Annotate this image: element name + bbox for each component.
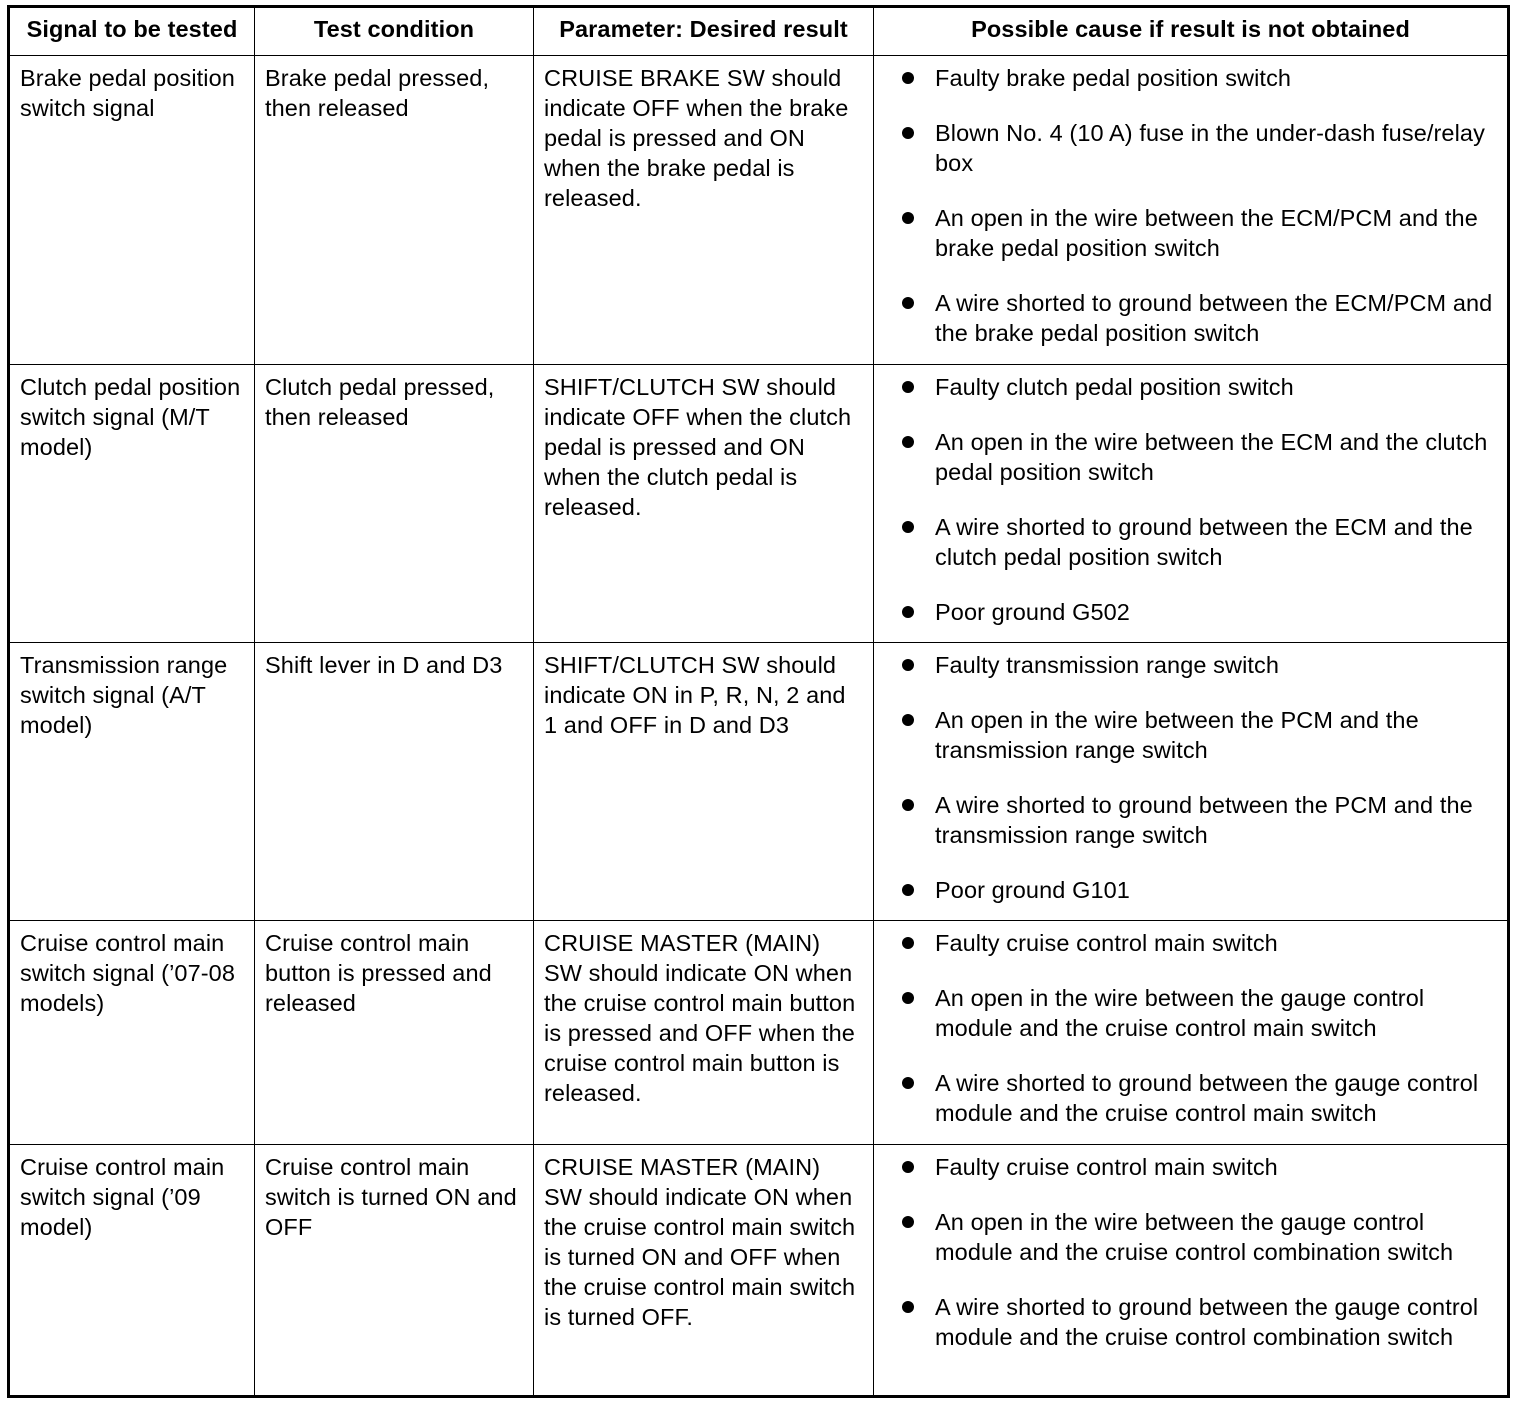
result-text: CRUISE MASTER (MAIN) SW should indicate ON when the cruise control main switch is turned ON and OFF when the cruise control main switch is turned OFF.: [544, 1154, 856, 1330]
cause-item: [884, 875, 1497, 905]
result-cell: [534, 56, 874, 365]
cause-item: [884, 1068, 1497, 1128]
table-row: [9, 921, 1509, 1145]
cause-text: Poor ground G502: [935, 599, 1130, 625]
bullet-icon: [902, 212, 914, 224]
cause-item: [884, 1152, 1497, 1182]
cause-text: A wire shorted to ground between the ECM and the clutch pedal position switch: [935, 514, 1473, 570]
cause-text: An open in the wire between the ECM/PCM and the brake pedal position switch: [935, 205, 1478, 261]
cause-item: [884, 1207, 1497, 1267]
signal-cell: [9, 365, 255, 643]
cause-list: [884, 650, 1497, 905]
bullet-icon: [902, 714, 914, 726]
bullet-icon: [902, 1077, 914, 1089]
cause-text: A wire shorted to ground between the gauge control module and the cruise control combination switch: [935, 1294, 1479, 1350]
cause-text: Faulty cruise control main switch: [935, 1154, 1278, 1180]
bullet-icon: [902, 1301, 914, 1313]
cause-text: Poor ground G101: [935, 877, 1130, 903]
signal-text: Transmission range switch signal (A/T model): [20, 652, 228, 738]
bullet-icon: [902, 884, 914, 896]
result-text: CRUISE BRAKE SW should indicate OFF when the brake pedal is pressed and ON when the brake pedal is released.: [544, 65, 849, 211]
cause-list: [884, 63, 1497, 348]
cause-text: An open in the wire between the gauge control module and the cruise control main switch: [935, 985, 1425, 1041]
bullet-icon: [902, 297, 914, 309]
header-possible-cause: Possible cause if result is not obtained: [874, 7, 1509, 56]
causes-cell: [874, 921, 1509, 1145]
bullet-icon: [902, 659, 914, 671]
bullet-icon: [902, 799, 914, 811]
cause-item: [884, 983, 1497, 1043]
cause-text: Faulty transmission range switch: [935, 652, 1280, 678]
cause-item: [884, 790, 1497, 850]
bullet-icon: [902, 1161, 914, 1173]
signal-cell: [9, 921, 255, 1145]
cause-item: [884, 928, 1497, 958]
bullet-icon: [902, 436, 914, 448]
condition-text: Cruise control main switch is turned ON and OFF: [265, 1154, 517, 1240]
cause-text: An open in the wire between the ECM and the clutch pedal position switch: [935, 429, 1488, 485]
causes-cell: [874, 643, 1509, 921]
table-row: [9, 56, 1509, 365]
cause-text: Blown No. 4 (10 A) fuse in the under-dash fuse/relay box: [935, 120, 1485, 176]
cause-text: Faulty clutch pedal position switch: [935, 374, 1294, 400]
table-row: [9, 365, 1509, 643]
cause-list: [884, 372, 1497, 627]
cause-text: Faulty cruise control main switch: [935, 930, 1278, 956]
cause-item: [884, 427, 1497, 487]
troubleshooting-table: [7, 5, 1510, 1398]
bullet-icon: [902, 127, 914, 139]
causes-cell: [874, 365, 1509, 643]
bullet-icon: [902, 1216, 914, 1228]
cause-list: [884, 1152, 1497, 1352]
bullet-icon: [902, 381, 914, 393]
header-test-condition: Test condition: [255, 7, 534, 56]
cause-item: [884, 63, 1497, 93]
header-row: [9, 7, 1509, 56]
bullet-icon: [902, 937, 914, 949]
troubleshooting-table-container: [7, 5, 1507, 1398]
condition-cell: [255, 1145, 534, 1397]
result-cell: [534, 643, 874, 921]
cause-item: [884, 650, 1497, 680]
cause-text: A wire shorted to ground between the ECM/PCM and the brake pedal position switch: [935, 290, 1493, 346]
cause-item: [884, 203, 1497, 263]
signal-text: Cruise control main switch signal (’07-08 models): [20, 930, 235, 1016]
cause-text: An open in the wire between the gauge control module and the cruise control combination switch: [935, 1209, 1454, 1265]
table-row: [9, 1145, 1509, 1397]
signal-cell: [9, 56, 255, 365]
signal-text: Brake pedal position switch signal: [20, 65, 235, 121]
header-signal: Signal to be tested: [9, 7, 255, 56]
cause-item: [884, 288, 1497, 348]
cause-item: [884, 705, 1497, 765]
condition-cell: [255, 56, 534, 365]
bullet-icon: [902, 606, 914, 618]
cause-text: An open in the wire between the PCM and the transmission range switch: [935, 707, 1419, 763]
result-text: SHIFT/CLUTCH SW should indicate OFF when the clutch pedal is pressed and ON when the clutch pedal is released.: [544, 374, 852, 520]
signal-cell: [9, 1145, 255, 1397]
condition-text: Shift lever in D and D3: [265, 652, 503, 678]
cause-item: [884, 118, 1497, 178]
result-text: SHIFT/CLUTCH SW should indicate ON in P, R, N, 2 and 1 and OFF in D and D3: [544, 652, 846, 738]
causes-cell: [874, 56, 1509, 365]
table-row: [9, 643, 1509, 921]
bullet-icon: [902, 992, 914, 1004]
cause-item: [884, 372, 1497, 402]
result-cell: [534, 1145, 874, 1397]
condition-text: Brake pedal pressed, then released: [265, 65, 490, 121]
header-desired-result: Parameter: Desired result: [534, 7, 874, 56]
signal-text: Cruise control main switch signal (’09 model): [20, 1154, 225, 1240]
cause-text: A wire shorted to ground between the gauge control module and the cruise control main switch: [935, 1070, 1479, 1126]
condition-cell: [255, 643, 534, 921]
signal-cell: [9, 643, 255, 921]
bullet-icon: [902, 521, 914, 533]
cause-item: [884, 1292, 1497, 1352]
result-cell: [534, 921, 874, 1145]
result-cell: [534, 365, 874, 643]
cause-text: A wire shorted to ground between the PCM and the transmission range switch: [935, 792, 1473, 848]
bullet-icon: [902, 72, 914, 84]
signal-text: Clutch pedal position switch signal (M/T model): [20, 374, 241, 460]
result-text: CRUISE MASTER (MAIN) SW should indicate ON when the cruise control main button is pressed and OFF when the cruise control main button is released.: [544, 930, 856, 1106]
cause-item: [884, 512, 1497, 572]
cause-text: Faulty brake pedal position switch: [935, 65, 1292, 91]
condition-cell: [255, 365, 534, 643]
condition-cell: [255, 921, 534, 1145]
condition-text: Clutch pedal pressed, then released: [265, 374, 495, 430]
condition-text: Cruise control main button is pressed and released: [265, 930, 492, 1016]
cause-list: [884, 928, 1497, 1128]
cause-item: [884, 597, 1497, 627]
causes-cell: [874, 1145, 1509, 1397]
